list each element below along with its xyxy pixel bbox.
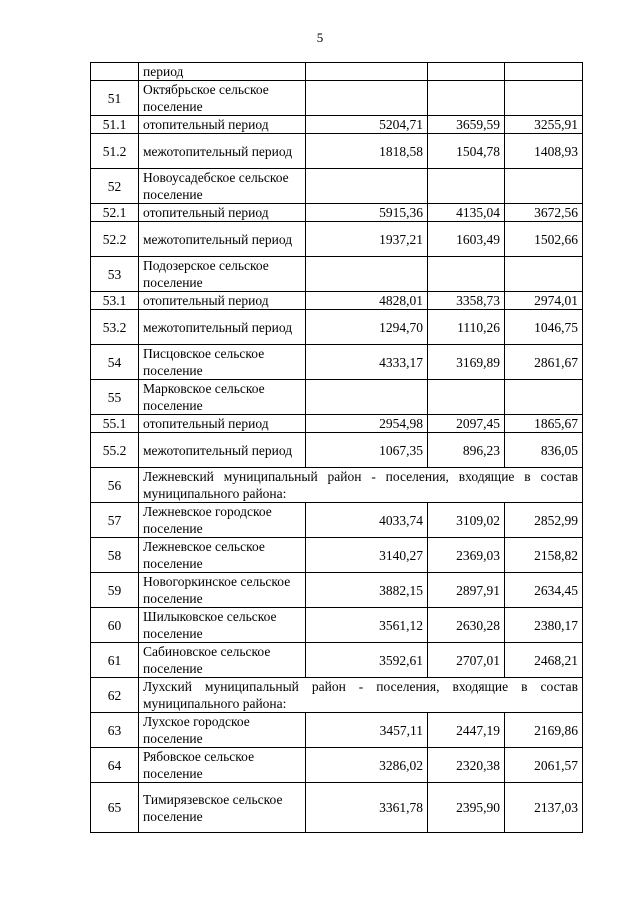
value-col-1: 3140,27 bbox=[306, 538, 428, 573]
value-col-3 bbox=[505, 380, 583, 415]
value-col-2: 896,23 bbox=[428, 433, 505, 468]
value-col-2 bbox=[428, 63, 505, 81]
value-col-3: 1408,93 bbox=[505, 134, 583, 169]
row-name: Лухское городское поселение bbox=[139, 713, 306, 748]
value-col-1: 3561,12 bbox=[306, 608, 428, 643]
value-col-2: 3109,02 bbox=[428, 503, 505, 538]
value-col-1: 1294,70 bbox=[306, 310, 428, 345]
row-number: 55 bbox=[91, 380, 139, 415]
table-row bbox=[91, 204, 583, 222]
value-col-1: 3361,78 bbox=[306, 783, 428, 833]
row-number: 53 bbox=[91, 257, 139, 292]
table-row bbox=[91, 433, 583, 468]
value-col-1 bbox=[306, 81, 428, 116]
row-number: 52.1 bbox=[91, 204, 139, 222]
row-name: период bbox=[139, 63, 306, 81]
value-col-2 bbox=[428, 169, 505, 204]
value-col-1: 1937,21 bbox=[306, 222, 428, 257]
value-col-3: 2974,01 bbox=[505, 292, 583, 310]
value-col-3: 1502,66 bbox=[505, 222, 583, 257]
row-name: Октябрьское сельское поселение bbox=[139, 81, 306, 116]
value-col-2: 2369,03 bbox=[428, 538, 505, 573]
value-col-3: 2158,82 bbox=[505, 538, 583, 573]
value-col-2: 2630,28 bbox=[428, 608, 505, 643]
row-number: 57 bbox=[91, 503, 139, 538]
value-col-1: 3592,61 bbox=[306, 643, 428, 678]
table-row bbox=[91, 134, 583, 169]
table-row bbox=[91, 169, 583, 204]
value-col-3: 2468,21 bbox=[505, 643, 583, 678]
value-col-3 bbox=[505, 169, 583, 204]
table-row bbox=[91, 222, 583, 257]
row-number: 61 bbox=[91, 643, 139, 678]
table-row bbox=[91, 415, 583, 433]
value-col-2: 3358,73 bbox=[428, 292, 505, 310]
row-name: межотопительный период bbox=[139, 310, 306, 345]
row-number: 51 bbox=[91, 81, 139, 116]
value-col-1: 1818,58 bbox=[306, 134, 428, 169]
row-name: Рябовское сельское поселение bbox=[139, 748, 306, 783]
value-col-2: 3659,59 bbox=[428, 116, 505, 134]
value-col-2: 3169,89 bbox=[428, 345, 505, 380]
table-row bbox=[91, 608, 583, 643]
row-number: 52.2 bbox=[91, 222, 139, 257]
row-number: 54 bbox=[91, 345, 139, 380]
row-number: 62 bbox=[91, 678, 139, 713]
value-col-1: 4828,01 bbox=[306, 292, 428, 310]
value-col-2: 1603,49 bbox=[428, 222, 505, 257]
row-number: 63 bbox=[91, 713, 139, 748]
table-row bbox=[91, 538, 583, 573]
value-col-1 bbox=[306, 169, 428, 204]
value-col-2: 1504,78 bbox=[428, 134, 505, 169]
value-col-1: 1067,35 bbox=[306, 433, 428, 468]
table-row bbox=[91, 380, 583, 415]
value-col-1 bbox=[306, 257, 428, 292]
value-col-2 bbox=[428, 380, 505, 415]
row-number: 51.2 bbox=[91, 134, 139, 169]
value-col-2: 2395,90 bbox=[428, 783, 505, 833]
row-name: отопительный период bbox=[139, 292, 306, 310]
row-name: Марковское сельское поселение bbox=[139, 380, 306, 415]
value-col-2: 2447,19 bbox=[428, 713, 505, 748]
table-row bbox=[91, 783, 583, 833]
tariff-table bbox=[90, 62, 583, 833]
row-number: 60 bbox=[91, 608, 139, 643]
table-row-district bbox=[91, 678, 583, 713]
value-col-1: 2954,98 bbox=[306, 415, 428, 433]
page-number: 5 bbox=[316, 30, 324, 45]
value-col-2: 2707,01 bbox=[428, 643, 505, 678]
value-col-2: 2897,91 bbox=[428, 573, 505, 608]
table-row bbox=[91, 503, 583, 538]
row-name: Лежневское городское поселение bbox=[139, 503, 306, 538]
row-number bbox=[91, 63, 139, 81]
row-name: Сабиновское сельское поселение bbox=[139, 643, 306, 678]
row-name: межотопительный период bbox=[139, 222, 306, 257]
value-col-3: 1046,75 bbox=[505, 310, 583, 345]
row-number: 53.1 bbox=[91, 292, 139, 310]
row-name: отопительный период bbox=[139, 204, 306, 222]
row-number: 59 bbox=[91, 573, 139, 608]
value-col-1: 3286,02 bbox=[306, 748, 428, 783]
value-col-3: 2380,17 bbox=[505, 608, 583, 643]
row-number: 55.2 bbox=[91, 433, 139, 468]
value-col-3: 2852,99 bbox=[505, 503, 583, 538]
row-number: 58 bbox=[91, 538, 139, 573]
table-row bbox=[91, 748, 583, 783]
table-row bbox=[91, 257, 583, 292]
row-name: Писцовское сельское поселение bbox=[139, 345, 306, 380]
value-col-2: 4135,04 bbox=[428, 204, 505, 222]
value-col-3: 2634,45 bbox=[505, 573, 583, 608]
value-col-2 bbox=[428, 81, 505, 116]
district-heading: Лухский муниципальный район - поселения, входящие в состав муниципального района: bbox=[139, 678, 583, 713]
value-col-3: 836,05 bbox=[505, 433, 583, 468]
table-row bbox=[91, 63, 583, 81]
value-col-1: 4033,74 bbox=[306, 503, 428, 538]
value-col-3 bbox=[505, 81, 583, 116]
table-row bbox=[91, 573, 583, 608]
table-row bbox=[91, 292, 583, 310]
value-col-1: 3882,15 bbox=[306, 573, 428, 608]
district-heading: Лежневский муниципальный район - поселения, входящие в состав муниципального района: bbox=[139, 468, 583, 503]
value-col-3: 3672,56 bbox=[505, 204, 583, 222]
row-name: Шилыковское сельское поселение bbox=[139, 608, 306, 643]
table-row bbox=[91, 310, 583, 345]
row-name: отопительный период bbox=[139, 116, 306, 134]
row-number: 64 bbox=[91, 748, 139, 783]
table-row bbox=[91, 713, 583, 748]
row-number: 65 bbox=[91, 783, 139, 833]
row-name: Новогоркинское сельское поселение bbox=[139, 573, 306, 608]
row-name: межотопительный период bbox=[139, 433, 306, 468]
row-number: 52 bbox=[91, 169, 139, 204]
row-name: Новоусадебское сельское поселение bbox=[139, 169, 306, 204]
value-col-1 bbox=[306, 63, 428, 81]
row-number: 55.1 bbox=[91, 415, 139, 433]
table-row bbox=[91, 81, 583, 116]
row-number: 56 bbox=[91, 468, 139, 503]
value-col-1: 5915,36 bbox=[306, 204, 428, 222]
value-col-3 bbox=[505, 63, 583, 81]
value-col-1: 5204,71 bbox=[306, 116, 428, 134]
value-col-1 bbox=[306, 380, 428, 415]
value-col-3: 2061,57 bbox=[505, 748, 583, 783]
value-col-3: 2137,03 bbox=[505, 783, 583, 833]
row-name: Подозерское сельское поселение bbox=[139, 257, 306, 292]
table-row-district bbox=[91, 468, 583, 503]
row-number: 53.2 bbox=[91, 310, 139, 345]
value-col-3: 3255,91 bbox=[505, 116, 583, 134]
row-name: межотопительный период bbox=[139, 134, 306, 169]
value-col-2: 1110,26 bbox=[428, 310, 505, 345]
value-col-3: 2861,67 bbox=[505, 345, 583, 380]
row-name: Тимирязевское сельское поселение bbox=[139, 783, 306, 833]
value-col-2: 2320,38 bbox=[428, 748, 505, 783]
value-col-2 bbox=[428, 257, 505, 292]
value-col-3: 1865,67 bbox=[505, 415, 583, 433]
value-col-3 bbox=[505, 257, 583, 292]
value-col-1: 4333,17 bbox=[306, 345, 428, 380]
table-row bbox=[91, 345, 583, 380]
row-name: Лежневское сельское поселение bbox=[139, 538, 306, 573]
value-col-2: 2097,45 bbox=[428, 415, 505, 433]
table-row bbox=[91, 643, 583, 678]
value-col-1: 3457,11 bbox=[306, 713, 428, 748]
row-number: 51.1 bbox=[91, 116, 139, 134]
row-name: отопительный период bbox=[139, 415, 306, 433]
table-row bbox=[91, 116, 583, 134]
value-col-3: 2169,86 bbox=[505, 713, 583, 748]
